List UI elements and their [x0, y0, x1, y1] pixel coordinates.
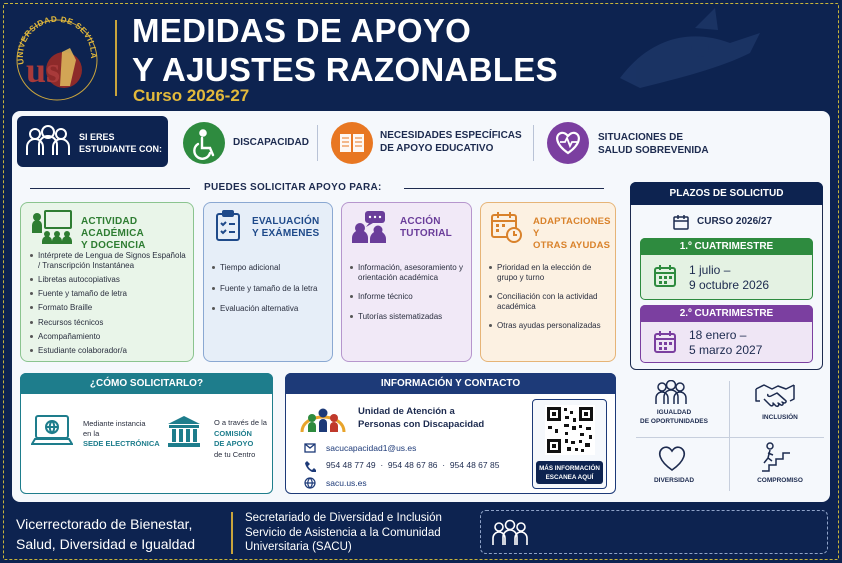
- calendar-icon: [673, 214, 689, 230]
- contact-box: [285, 373, 616, 494]
- page-title: [132, 11, 558, 89]
- column-tutorial: [341, 202, 472, 362]
- date-line: 1 julio –: [689, 263, 731, 277]
- column-adaptations-title: [533, 216, 615, 252]
- list-item: Prioridad en la elección de grupo y turno: [488, 263, 613, 282]
- value-line: IGUALDAD: [656, 409, 692, 416]
- first-term-card: [640, 238, 813, 300]
- course-label: Curso 2026-27: [133, 86, 250, 105]
- student-line-1: SI ERES: [79, 132, 115, 142]
- list-item: Informe técnico: [349, 292, 469, 302]
- tutorial-list: [349, 263, 469, 326]
- heart-pulse-icon: [547, 122, 589, 164]
- category-sea-line-1: NECESIDADES ESPECÍFICAS: [380, 130, 522, 141]
- calendar-clock-icon: [490, 211, 524, 245]
- wheelchair-icon: [183, 122, 225, 164]
- online-line: en la: [83, 429, 100, 438]
- list-item: Otras ayudas personalizadas: [488, 321, 613, 331]
- category-sea-line-2: DE APOYO EDUCATIVO: [380, 143, 494, 154]
- title-line: ACCIÓN: [400, 216, 441, 227]
- title-line: ACTIVIDAD ACADÉMICA: [81, 216, 144, 239]
- evaluation-list: [211, 263, 331, 318]
- rule-right: [404, 188, 604, 189]
- title-line-1: MEDIDAS DE APOYO: [132, 12, 472, 49]
- footer-line: Vicerrectorado de Bienestar,: [16, 516, 193, 532]
- second-term-card: [640, 305, 813, 363]
- title-line: ADAPTACIONES Y: [533, 216, 611, 239]
- list-item: Estudiante colaborador/a: [29, 346, 189, 356]
- qr-caption-line: ESCANEA AQUÍ: [545, 474, 594, 481]
- giralda-silhouette: [600, 8, 770, 108]
- column-evaluation-title: [252, 216, 319, 240]
- footer-line: Servicio de Asistencia a la Comunidad: [245, 526, 441, 539]
- list-item: Formato Braille: [29, 303, 189, 313]
- value-equality: [632, 408, 716, 426]
- svg-text:UNIVERSIDAD DE SEVILLA: UNIVERSIDAD DE SEVILLA: [15, 14, 99, 66]
- list-item: Conciliación con la actividad académica: [488, 292, 613, 311]
- unit-line: Unidad de Atención a: [358, 406, 455, 417]
- category-health-line-1: SITUACIONES DE: [598, 132, 684, 143]
- how-box: [20, 373, 273, 494]
- building-icon: [166, 414, 202, 450]
- title-line: Y DOCENCIA: [81, 240, 146, 251]
- column-adaptations: [480, 202, 616, 362]
- academic-list: [29, 251, 189, 361]
- list-item: Tiempo adicional: [211, 263, 331, 273]
- list-item: Fuente y tamaño de letra: [29, 289, 189, 299]
- second-term-dates: [689, 328, 762, 358]
- divider: [636, 437, 824, 438]
- office-line: de tu Centro: [214, 449, 256, 459]
- office-line: O a través de la: [214, 418, 267, 427]
- divider: [317, 125, 318, 161]
- stairs-icon: [760, 441, 792, 473]
- list-item: Evaluación alternativa: [211, 304, 331, 314]
- title-line: OTRAS AYUDAS: [533, 240, 611, 251]
- column-academic: [20, 202, 194, 362]
- email-icon: [304, 443, 316, 453]
- category-health-line-2: SALUD SOBREVENIDA: [598, 145, 709, 156]
- contact-heading: INFORMACIÓN Y CONTACTO: [285, 373, 616, 394]
- list-item: Libretas autocopiativas: [29, 275, 189, 285]
- unit-line: Personas con Discapacidad: [358, 419, 485, 430]
- comision-link[interactable]: COMISIÓN: [214, 428, 252, 438]
- first-term-dates: [689, 263, 769, 293]
- header-divider: [115, 20, 117, 96]
- qr-caption: [536, 461, 603, 484]
- phone-icon: [304, 460, 316, 472]
- date-line: 5 marzo 2027: [689, 343, 763, 357]
- values-grid: [632, 377, 828, 495]
- column-academic-title: [81, 216, 193, 252]
- title-line: TUTORIAL: [400, 228, 452, 239]
- second-term-title: 2.º CUATRIMESTRE: [640, 305, 813, 322]
- online-text: [83, 419, 160, 449]
- svg-text:us: us: [26, 50, 61, 90]
- globe-icon: [304, 477, 316, 489]
- university-seal: [12, 12, 102, 102]
- secretariado: [245, 511, 442, 555]
- column-tutorial-title: [400, 216, 452, 240]
- tutoring-icon: [351, 210, 389, 244]
- divider: [533, 125, 534, 161]
- divider: [729, 381, 730, 491]
- qr-caption-line: MÁS INFORMACIÓN: [539, 465, 600, 472]
- people-icon: [491, 518, 529, 548]
- comision-link[interactable]: DE APOYO: [214, 439, 254, 448]
- title-line: Y EXÁMENES: [252, 228, 320, 239]
- footer-line: Secretariado de Diversidad e Inclusión: [245, 512, 442, 524]
- qr-box: [532, 399, 607, 489]
- clipboard-icon: [214, 210, 242, 242]
- title-line: EVALUACIÓN: [252, 216, 320, 227]
- list-item: Recursos técnicos: [29, 318, 189, 328]
- sede-electronica-link[interactable]: SEDE ELECTRÓNICA: [83, 439, 160, 448]
- heart-icon: [656, 444, 688, 472]
- category-sea: [380, 129, 522, 155]
- footer-divider: [231, 512, 233, 554]
- list-item: Fuente y tamaño de la letra: [211, 284, 331, 294]
- list-item: Tutorías sistematizadas: [349, 312, 469, 322]
- deadlines-box: [630, 182, 823, 370]
- laptop-icon: [31, 414, 73, 450]
- footer-line: Salud, Diversidad e Igualdad: [16, 536, 196, 552]
- student-line-2: ESTUDIANTE CON:: [79, 144, 162, 154]
- first-term-title: 1.º CUATRIMESTRE: [640, 238, 813, 255]
- phone-numbers: 954 48 77 49 · 954 48 67 86 · 954 48 67 85: [326, 460, 500, 470]
- list-item: Intérprete de Lengua de Signos Española / Transcripción Instantánea: [29, 251, 189, 270]
- deadlines-course: CURSO 2026/27: [697, 216, 773, 227]
- people-icon: [654, 380, 688, 406]
- unit-logo-icon: [298, 402, 348, 436]
- book-icon: [331, 122, 373, 164]
- category-health: [598, 131, 709, 157]
- calendar-icon: [653, 330, 677, 354]
- value-inclusion: INCLUSIÓN: [762, 414, 798, 421]
- list-item: Información, asesoramiento y orientación académica: [349, 263, 469, 282]
- value-line: DE OPORTUNIDADES: [640, 418, 708, 425]
- email-link[interactable]: sacucapacidad1@us.es: [326, 443, 417, 453]
- calendar-icon: [653, 264, 677, 288]
- handshake-icon: [754, 381, 798, 409]
- footer-logo-area: [480, 510, 828, 554]
- students-icon: [25, 125, 71, 157]
- student-box: [17, 116, 168, 167]
- list-item: Acompañamiento: [29, 332, 189, 342]
- date-line: 9 octubre 2026: [689, 278, 770, 292]
- rule-left: [30, 188, 190, 189]
- office-text: [214, 418, 267, 460]
- value-commitment: COMPROMISO: [757, 477, 803, 484]
- adaptations-list: [488, 263, 613, 335]
- footer-line: Universitaria (SACU): [245, 541, 352, 553]
- deadlines-heading: PLAZOS DE SOLICITUD: [630, 182, 823, 205]
- online-line: Mediante instancia: [83, 419, 146, 428]
- column-evaluation: [203, 202, 333, 362]
- value-diversity: DIVERSIDAD: [653, 477, 695, 484]
- date-line: 18 enero –: [689, 328, 747, 342]
- unit-name: [358, 405, 484, 431]
- category-disability: DISCAPACIDAD: [233, 137, 309, 148]
- how-heading: ¿CÓMO SOLICITARLO?: [20, 373, 273, 394]
- vicerrectorado: [16, 514, 195, 554]
- title-line-2: Y AJUSTES RAZONABLES: [132, 51, 558, 88]
- web-link[interactable]: sacu.us.es: [326, 478, 367, 488]
- qr-code-icon[interactable]: [545, 405, 595, 455]
- teacher-icon: [29, 209, 75, 245]
- support-heading: PUEDES SOLICITAR APOYO PARA:: [204, 182, 382, 193]
